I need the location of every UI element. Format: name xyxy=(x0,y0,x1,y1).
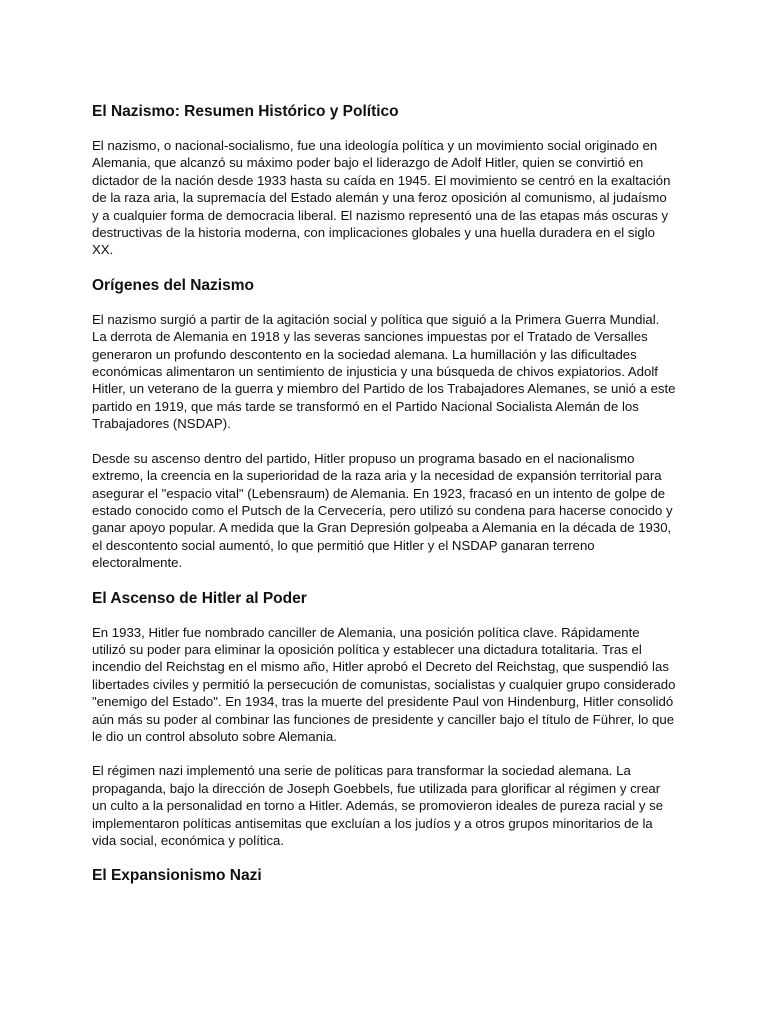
document-title: El Nazismo: Resumen Histórico y Político xyxy=(92,103,399,120)
intro-paragraph: El nazismo, o nacional-socialismo, fue una ideología política y un movimiento social originado en Alemania, que alcanzó su máximo poder bajo el liderazgo de Adolf Hitler, quien se convirtió en dictador de la nación desde 1933 hasta su caída en 1945. El movimiento se centró en la exaltación de la raza aria, la supremacía del Estado alemán y una feroz oposición al comunismo, al judaísmo y a cualquier forma de democracia liberal. El nazismo representó una de las etapas más oscuras y destructivas de la historia moderna, con implicaciones globales y una huella duradera en el siglo XX. xyxy=(92,138,671,258)
paragraph: El nazismo surgió a partir de la agitación social y política que siguió a la Primera Guerra Mundial. La derrota de Alemania en 1918 y las severas sanciones impuestas por el Tratado de Versalles generaron un profundo descontento en la sociedad alemana. La humillación y las dificultades económicas alimentaron un sentimiento de injusticia y una búsqueda de chivos expiatorios. Adolf Hitler, un veterano de la guerra y miembro del Partido de los Trabajadores Alemanes, se unió a este partido en 1919, que más tarde se transformó en el Partido Nacional Socialista Alemán de los Trabajadores (NSDAP). xyxy=(92,311,676,432)
section-heading-expansionismo: El Expansionismo Nazi xyxy=(92,867,262,885)
section-heading-origenes: Orígenes del Nazismo xyxy=(92,276,254,294)
section-heading-ascenso: El Ascenso de Hitler al Poder xyxy=(92,589,307,607)
paragraph: El régimen nazi implementó una serie de políticas para transformar la sociedad alemana. La propaganda, bajo la dirección de Joseph Goebbels, fue utilizada para glorificar al régimen y crear un culto a la personalidad en torno a Hitler. Además, se promovieron ideales de pureza racial y se implementaron políticas antisemitas que excluían a los judíos y a otros grupos minoritarios de la vida social, económica y política. xyxy=(92,763,664,848)
document-page xyxy=(92,102,676,901)
paragraph: En 1933, Hitler fue nombrado canciller de Alemania, una posición política clave. Rápidamente utilizó su poder para eliminar la oposición política y establecer una dictadura totalitaria. Tras el incendio del Reichstag en el mismo año, Hitler aprobó el Decreto del Reichstag, que suspendió las libertades civiles y permitió la persecución de comunistas, socialistas y cualquier grupo considerado "enemigo del Estado". En 1934, tras la muerte del presidente Paul von Hindenburg, Hitler consolidó aún más su poder al combinar las funciones de presidente y canciller bajo el título de Führer, lo que le dio un control absoluto sobre Alemania. xyxy=(92,624,676,744)
paragraph: Desde su ascenso dentro del partido, Hitler propuso un programa basado en el nacionalismo extremo, la creencia en la superioridad de la raza aria y la necesidad de expansión territorial para asegurar el "espacio vital" (Lebensraum) de Alemania. En 1923, fracasó en un intento de golpe de estado conocido como el Putsch de la Cervecería, pero utilizó su condena para hacerse conocido y ganar apoyo popular. A medida que la Gran Depresión golpeaba a Alemania en la década de 1930, el descontento social aumentó, lo que permitió que Hitler y el NSDAP ganaran terreno electoralmente. xyxy=(92,450,673,571)
